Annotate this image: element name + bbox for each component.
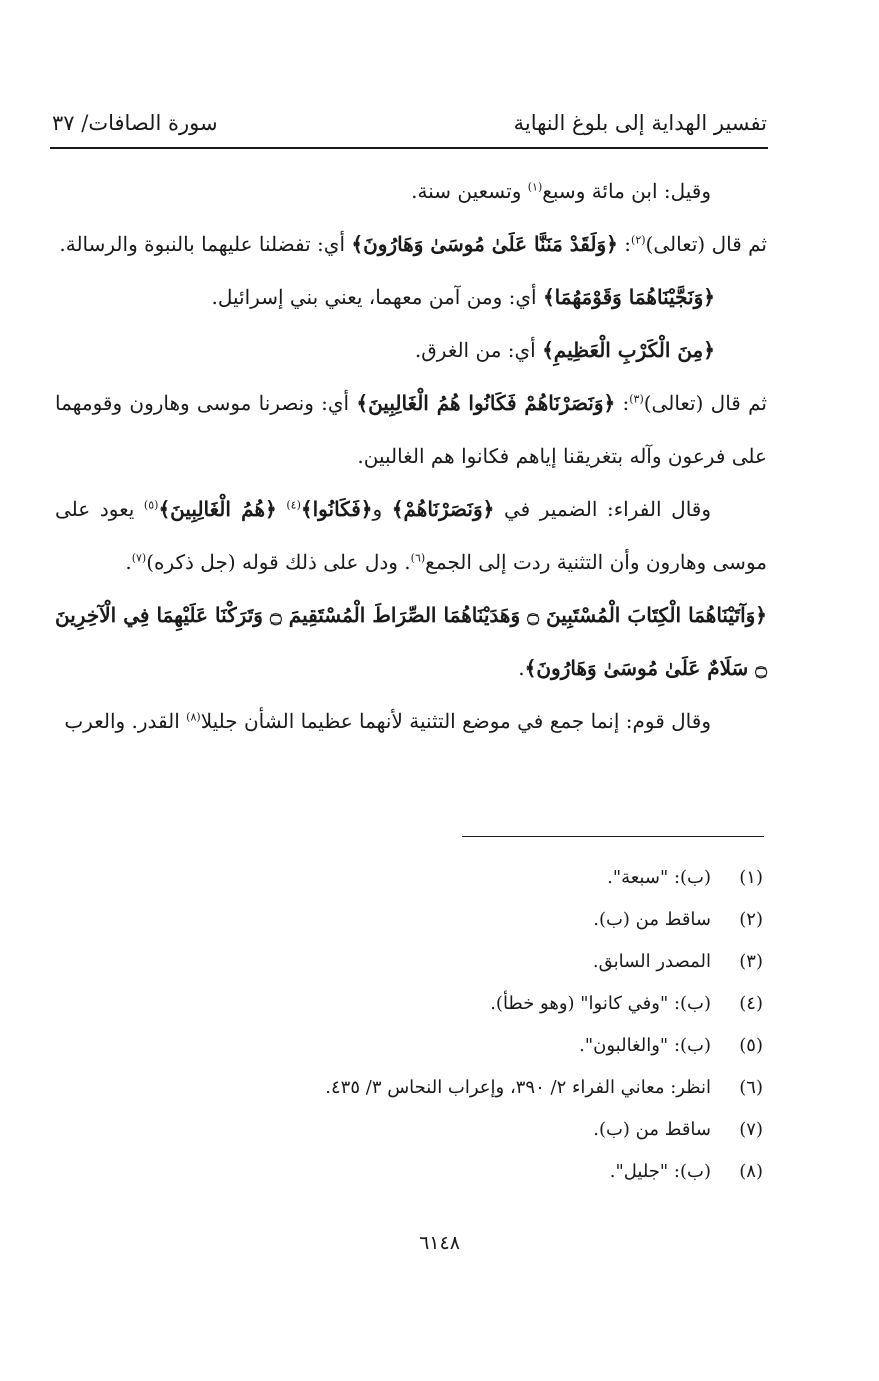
footnote-item: [55, 1108, 767, 1150]
footnote-text: (ب): "وفي كانوا" (وهو خطأ).: [490, 992, 711, 1014]
footnote-marker[interactable]: (٦): [410, 551, 426, 565]
footnote-number: (١): [739, 866, 763, 888]
text-run: [277, 497, 287, 521]
paragraph: [55, 695, 767, 748]
footnote-number: (٥): [739, 1034, 763, 1056]
text-run: يعود على موسى وهارون وأن التثنية ردت إلى الجمع: [55, 497, 767, 574]
page-number: ٦١٤٨: [419, 1232, 460, 1254]
quran-verse: ﴿وَنَجَّيْنَاهُمَا وَقَوْمَهُمَا﴾: [542, 285, 715, 309]
footnote-number: (٦): [739, 1076, 763, 1098]
paragraph: [55, 218, 767, 271]
text-run: أي: من الغرق.: [414, 338, 543, 362]
footnote-marker[interactable]: (٥): [143, 498, 159, 512]
footnote-marker[interactable]: (٧): [131, 551, 147, 565]
footnotes: [55, 856, 767, 1192]
paragraph: [55, 589, 767, 695]
footnote-item: [55, 1024, 767, 1066]
footnote-text: المصدر السابق.: [592, 950, 711, 972]
text-run: ثم قال (تعالى): [645, 232, 767, 256]
footnote-item: [55, 1066, 767, 1108]
text-run: أي: ومن آمن معهما، يعني بني إسرائيل.: [211, 285, 543, 309]
footnote-text: ساقط من (ب).: [593, 908, 711, 930]
footnote-text: (ب): "والغالبون".: [579, 1034, 711, 1056]
footnote-text: (ب): "جليل".: [609, 1160, 711, 1182]
footnote-item: [55, 856, 767, 898]
paragraph: [55, 483, 767, 589]
footnote-text: ساقط من (ب).: [593, 1118, 711, 1140]
text-run: . ودل على ذلك قوله (جل ذكره): [146, 550, 411, 574]
text-run: .: [518, 656, 525, 680]
text-run: :: [617, 232, 632, 256]
text-run: وتسعين سنة.: [411, 179, 528, 203]
book-title: تفسير الهداية إلى بلوغ النهاية: [513, 111, 767, 135]
footnote-marker[interactable]: (١): [527, 180, 543, 194]
text-run: أي: تفضلنا عليهما بالنبوة والرسالة.: [59, 232, 352, 256]
surah-reference: سورة الصافات/ ٣٧: [52, 111, 218, 135]
running-head: [52, 104, 767, 142]
footnote-number: (٨): [739, 1160, 763, 1182]
main-text: [55, 165, 767, 748]
header-rule: [50, 147, 768, 149]
footnote-text: (ب): "سبعة".: [607, 866, 711, 888]
footnote-marker[interactable]: (٢): [631, 233, 646, 247]
quran-verse: ﴿وَلَقَدْ مَنَنَّا عَلَىٰ مُوسَىٰ وَهَارُونَ﴾: [351, 232, 618, 256]
footnote-marker[interactable]: (٤): [286, 498, 301, 512]
text-run: ثم قال (تعالى): [643, 391, 767, 415]
footnote-number: (٢): [739, 908, 763, 930]
text-run: و: [372, 497, 392, 521]
footnote-item: [55, 898, 767, 940]
footnote-number: (٤): [739, 992, 763, 1014]
text-run: أي: ونصرنا موسى وهارون وقومهما على فرعون وآله بتغريقنا إياهم فكانوا هم الغالبين.: [55, 391, 767, 468]
quran-verse: ﴿وَنَصَرْنَاهُمْ﴾: [391, 497, 495, 521]
text-run: :: [615, 391, 630, 415]
quran-verse: ﴿مِنَ الْكَرْبِ الْعَظِيمِ﴾: [542, 338, 715, 362]
text-run: .: [125, 550, 132, 574]
paragraph: [55, 165, 767, 218]
footnote-number: (٧): [739, 1118, 763, 1140]
text-run: القدر. والعرب: [64, 709, 187, 733]
text-run: وقيل: ابن مائة وسبع: [542, 179, 711, 203]
quran-verse: ﴿فَكَانُوا﴾: [300, 497, 373, 521]
footnote-text: انظر: معاني الفراء ٢/ ٣٩٠، وإعراب النحاس ٣/ ٤٣٥.: [325, 1076, 711, 1098]
quran-verse: ﴿وَنَصَرْنَاهُمْ فَكَانُوا هُمُ الْغَالِبِينَ﴾: [356, 391, 616, 415]
footnote-marker[interactable]: (٨): [186, 710, 201, 724]
paragraph: [55, 324, 767, 377]
text-run: وقال قوم: إنما جمع في موضع التثنية لأنهما عظيما الشأن جليلا: [200, 709, 711, 733]
footnote-item: [55, 940, 767, 982]
footnote-item: [55, 982, 767, 1024]
paragraph: [55, 271, 767, 324]
footnote-number: (٣): [739, 950, 763, 972]
quran-verse: ﴿هُمُ الْغَالِبِينَ﴾: [158, 497, 277, 521]
text-run: وقال الفراء: الضمير في: [494, 497, 712, 521]
footnote-marker[interactable]: (٣): [629, 392, 644, 406]
paragraph: [55, 377, 767, 483]
footnote-rule: [462, 836, 764, 837]
quran-verse: ﴿وَآتَيْنَاهُمَا الْكِتَابَ الْمُسْتَبِينَ ۝ وَهَدَيْنَاهُمَا الصِّرَاطَ الْمُسْتَقِيمَ ۝ وَتَرَكْنَا عَلَيْهِمَا فِي الْآخِرِينَ ۝ سَلَامٌ عَلَىٰ مُوسَىٰ وَهَارُونَ﴾: [55, 603, 768, 680]
footnote-item: [55, 1150, 767, 1192]
